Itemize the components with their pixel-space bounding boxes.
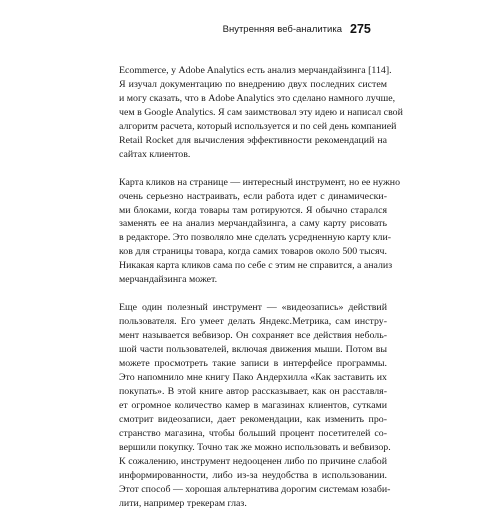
text-line: Карта кликов на странице — интересный инструмент, но ее нужно xyxy=(119,176,401,188)
text-line: пользователя. Его умеет делать Яндекс.Метрика, сам инстру- xyxy=(119,316,387,328)
text-line: Ecommerce, у Adobe Analytics есть анализ мерчандайзинга [114]. xyxy=(119,65,392,76)
text-line: и могу сказать, что в Adobe Analytics это сделано намного лучше, xyxy=(119,92,396,104)
running-title: Внутренняя веб-аналитика xyxy=(222,24,342,35)
text-line: сайтах клиентов. xyxy=(119,148,191,160)
page-number: 275 xyxy=(350,22,371,36)
text-line: Это напомнило мне книгу Пако Андерхилла «Как заставить их xyxy=(119,371,387,383)
text-line: Никакая карта кликов сама по себе с этим не справится, а анализ xyxy=(119,260,393,272)
text-line: в редакторе. Это позволяло мне сделать усредненную карту кли- xyxy=(119,232,392,244)
text-line: Еще один полезный инструмент — «видеозапись» действий xyxy=(119,302,387,314)
text-line: лити, например трекерам глаз. xyxy=(119,497,247,509)
text-line: Этот способ — хорошая альтернатива дорогим системам юзаби- xyxy=(119,483,391,495)
paragraph-3 xyxy=(119,301,391,510)
paragraph-1 xyxy=(119,64,403,162)
text-line: шой части пользователей, включая движения мыши. Потом вы xyxy=(119,344,387,356)
text-line: алгоритм расчета, который используется и по сей день компанией xyxy=(119,120,397,132)
body-text xyxy=(119,64,403,524)
text-line: покупать». В этой книге автор рассказывает, как он расставля- xyxy=(119,385,387,397)
text-line: можете просмотреть такие записи в интерфейсе программы. xyxy=(119,357,387,369)
text-line: ков для страницы товара, когда самих товаров около 500 тысяч. xyxy=(119,246,387,258)
text-line: странство магазина, чтобы больший процент посетителей со- xyxy=(119,427,387,439)
paragraph-2 xyxy=(119,176,401,288)
text-line: информированности, либо из-за неудобства в использовании. xyxy=(119,469,387,481)
text-line: заменять ее на анализ мерчандайзинга, а саму карту рисовать xyxy=(119,218,387,230)
text-line: вершили покупку. Точно так же можно использовать и вебвизор. xyxy=(119,441,391,453)
text-line: Retail Rocket для вычисления эффективности рекомендаций на xyxy=(119,134,387,146)
running-head xyxy=(0,22,500,42)
text-line: ет огромное количество камер в магазинах клиентов, сутками xyxy=(119,399,387,411)
text-line: К сожалению, инструмент недооценен либо по причине слабой xyxy=(119,455,387,467)
text-line: мерчандайзинга может. xyxy=(119,274,218,286)
text-line: смотрит видеозаписи, дает рекомендации, как изменить про- xyxy=(119,413,387,425)
text-line: очень серьезно настраивать, если работа идет с динамически- xyxy=(119,190,387,202)
text-line: Я изучал документацию по внедрению двух последних систем xyxy=(119,78,387,90)
text-line: ми блоками, когда товары там ротируются. Я обычно старался xyxy=(119,204,387,216)
text-line: мент называется вебвизор. Он сохраняет все действия неболь- xyxy=(119,330,387,342)
text-line: чем в Google Analytics. Я сам заимствовал эту идею и написал свой xyxy=(119,106,403,118)
